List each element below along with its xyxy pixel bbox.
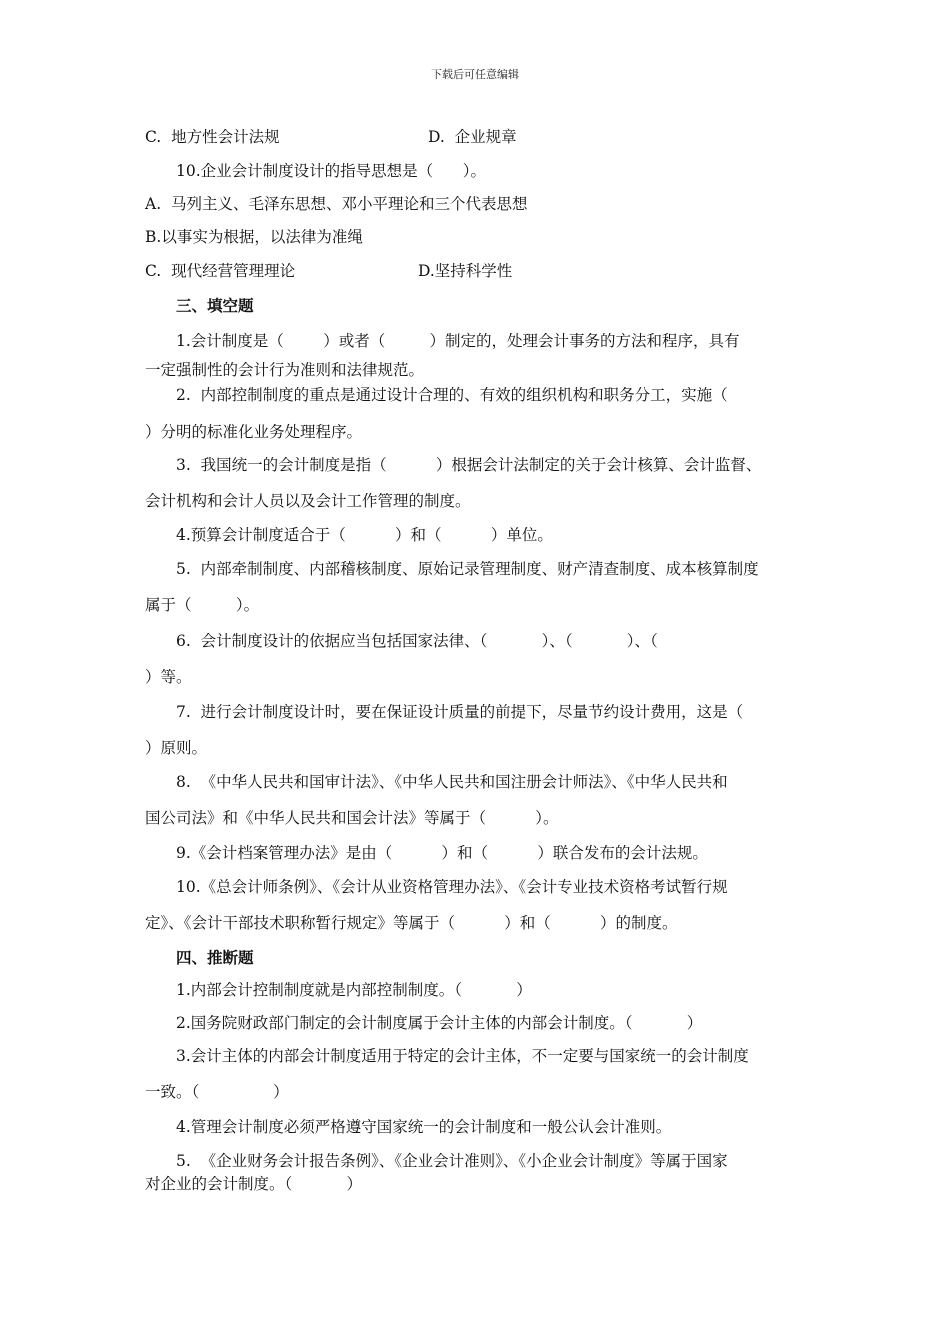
option-c-regulation: C. 地方性会计法规: [145, 128, 280, 146]
fill-blank-5-line-2: 属于（ ）。: [145, 596, 260, 614]
page-header: 下载后可任意编辑: [431, 68, 519, 81]
fill-blank-10-line-2: 定》、《会计干部技术职称暂行规定》等属于（ ）和（ ）的制度。: [145, 914, 678, 932]
fill-blank-8-line-2: 国公司法》和《中华人民共和国会计法》等属于（ ）。: [145, 809, 559, 827]
fill-blank-10-line-1: 10.《总会计师条例》、《会计从业资格管理办法》、《会计专业技术资格考试暂行规: [176, 878, 728, 896]
fill-blank-5-line-1: 5. 内部牵制制度、内部稽核制度、原始记录管理制度、财产清查制度、成本核算制度: [176, 560, 759, 578]
question-10-option-a: A. 马列主义、毛泽东思想、邓小平理论和三个代表思想: [145, 195, 528, 213]
fill-blank-3-line-1: 3. 我国统一的会计制度是指（ ）根据会计法制定的关于会计核算、会计监督、: [176, 456, 762, 474]
fill-blank-7-line-1: 7. 进行会计制度设计时，要在保证设计质量的前提下，尽量节约设计费用，这是（: [176, 703, 744, 721]
question-10-option-b: B.以事实为根据，以法律为准绳: [145, 228, 363, 246]
section-4-title: 四、推断题: [176, 949, 254, 967]
judgement-5-line-2: 对企业的会计制度。（ ）: [145, 1175, 362, 1193]
judgement-5-line-1: 5. 《企业财务会计报告条例》、《企业会计准则》、《小企业会计制度》等属于国家: [176, 1152, 728, 1170]
judgement-3-line-2: 一致。（ ）: [145, 1083, 289, 1101]
fill-blank-8-line-1: 8. 《中华人民共和国审计法》、《中华人民共和国注册会计师法》、《中华人民共和: [176, 773, 728, 791]
fill-blank-4: 4.预算会计制度适合于（ ）和（ ）单位。: [176, 526, 553, 544]
fill-blank-2-line-2: ）分明的标准化业务处理程序。: [145, 423, 363, 441]
section-3-title: 三、填空题: [176, 297, 254, 315]
question-10-option-d: D.坚持科学性: [418, 262, 513, 280]
fill-blank-6-line-2: ）等。: [145, 668, 192, 686]
fill-blank-1-line-2: 一定强制性的会计行为准则和法律规范。: [145, 361, 425, 379]
fill-blank-3-line-2: 会计机构和会计人员以及会计工作管理的制度。: [145, 492, 471, 510]
fill-blank-1-line-1: 1.会计制度是（ ）或者（ ）制定的，处理会计事务的方法和程序，具有: [176, 332, 740, 350]
fill-blank-6-line-1: 6. 会计制度设计的依据应当包括国家法律、（ ）、（ ）、（: [176, 632, 658, 650]
option-d-rules: D. 企业规章: [428, 128, 517, 146]
judgement-1: 1.内部会计控制制度就是内部控制制度。（ ）: [176, 981, 532, 999]
judgement-4: 4.管理会计制度必须严格遵守国家统一的会计制度和一般公认会计准则。: [176, 1118, 672, 1136]
judgement-3-line-1: 3.会计主体的内部会计制度适用于特定的会计主体，不一定要与国家统一的会计制度: [176, 1047, 749, 1065]
question-10: 10.企业会计制度设计的指导思想是（ ）。: [176, 162, 486, 180]
fill-blank-9: 9.《会计档案管理办法》是由（ ）和（ ）联合发布的会计法规。: [176, 844, 708, 862]
fill-blank-7-line-2: ）原则。: [145, 739, 208, 757]
fill-blank-2-line-1: 2. 内部控制制度的重点是通过设计合理的、有效的组织机构和职务分工，实施（: [176, 386, 728, 404]
judgement-2: 2.国务院财政部门制定的会计制度属于会计主体的内部会计制度。（ ）: [176, 1014, 703, 1032]
question-10-option-c: C. 现代经营管理理论: [145, 262, 296, 280]
